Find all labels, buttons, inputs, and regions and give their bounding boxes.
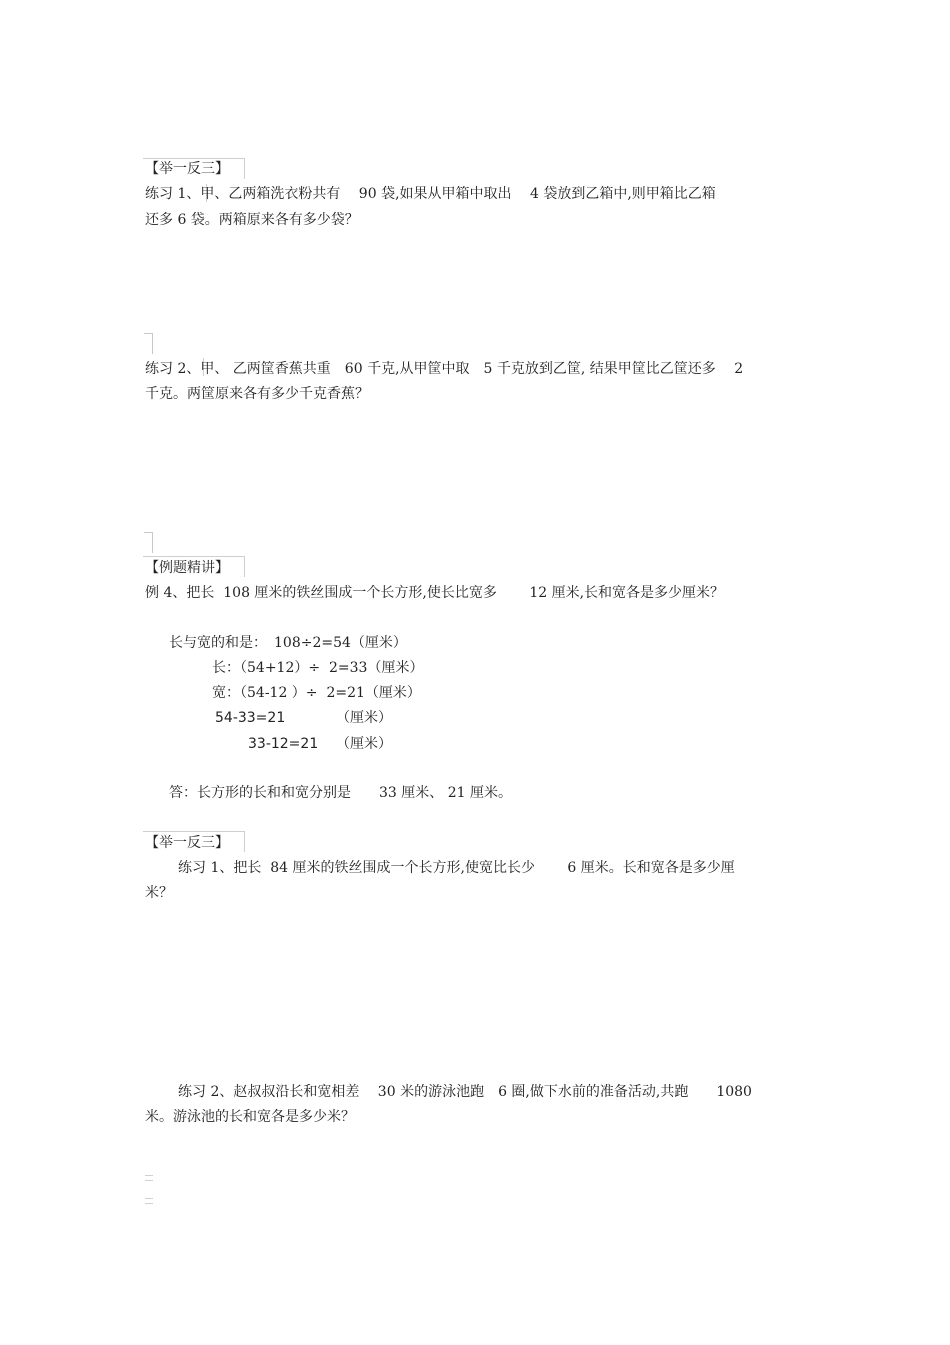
solution-step-4: 54-33=21 [215,710,286,726]
section-heading: 【举一反三】 [145,835,229,851]
exercise-2-line-1: 练习 2、甲、 乙两筐香蕉共重 60 千克,从甲筐中取 5 千克放到乙筐, 结果甲筐比乙筐还多 2 [145,361,744,377]
answer-line: 答：长方形的长和和宽分别是 33 厘米、 21 厘米。 [169,785,512,801]
exercise-1-line-1: 练习 1、把长 84 厘米的铁丝围成一个长方形,使宽比长少 6 厘米。长和宽各是多少厘 [178,860,735,876]
solution-step-5: 33-12=21 [248,736,319,752]
exercise-1-line-2: 米？ [145,885,173,901]
bracket-mark [144,333,153,354]
exercise-1-line-2: 还多 6 袋。两箱原来各有多少袋？ [145,212,359,228]
solution-step-2: 长：（54+12）÷ 2=33（厘米） [212,660,424,676]
exercise-2-line-2: 千克。两筐原来各有多少千克香蕉？ [145,386,369,402]
solution-step-3: 宽：（54-12 ）÷ 2=21（厘米） [212,685,421,701]
solution-step-1: 长与宽的和是： 108÷2=54（厘米） [169,635,407,651]
section-heading: 【举一反三】 [145,161,229,177]
bracket-mark [144,532,153,553]
page-mark [145,1198,153,1204]
solution-step-5-unit: （厘米） [336,736,392,752]
page-mark [145,1175,153,1181]
exercise-2-line-2: 米。游泳池的长和宽各是多少米？ [145,1109,355,1125]
solution-step-4-unit: （厘米） [336,710,392,726]
example-heading: 【例题精讲】 [145,560,229,576]
example-question: 例 4、把长 108 厘米的铁丝围成一个长方形,使长比宽多 12 厘米,长和宽各是多少厘米？ [145,585,725,601]
exercise-2-line-1: 练习 2、赵叔叔沿长和宽相差 30 米的游泳池跑 6 圈,做下水前的准备活动,共跑 1080 [178,1084,752,1100]
exercise-1-line-1: 练习 1、甲、乙两箱洗衣粉共有 90 袋,如果从甲箱中取出 4 袋放到乙箱中,则甲箱比乙箱 [145,186,716,202]
